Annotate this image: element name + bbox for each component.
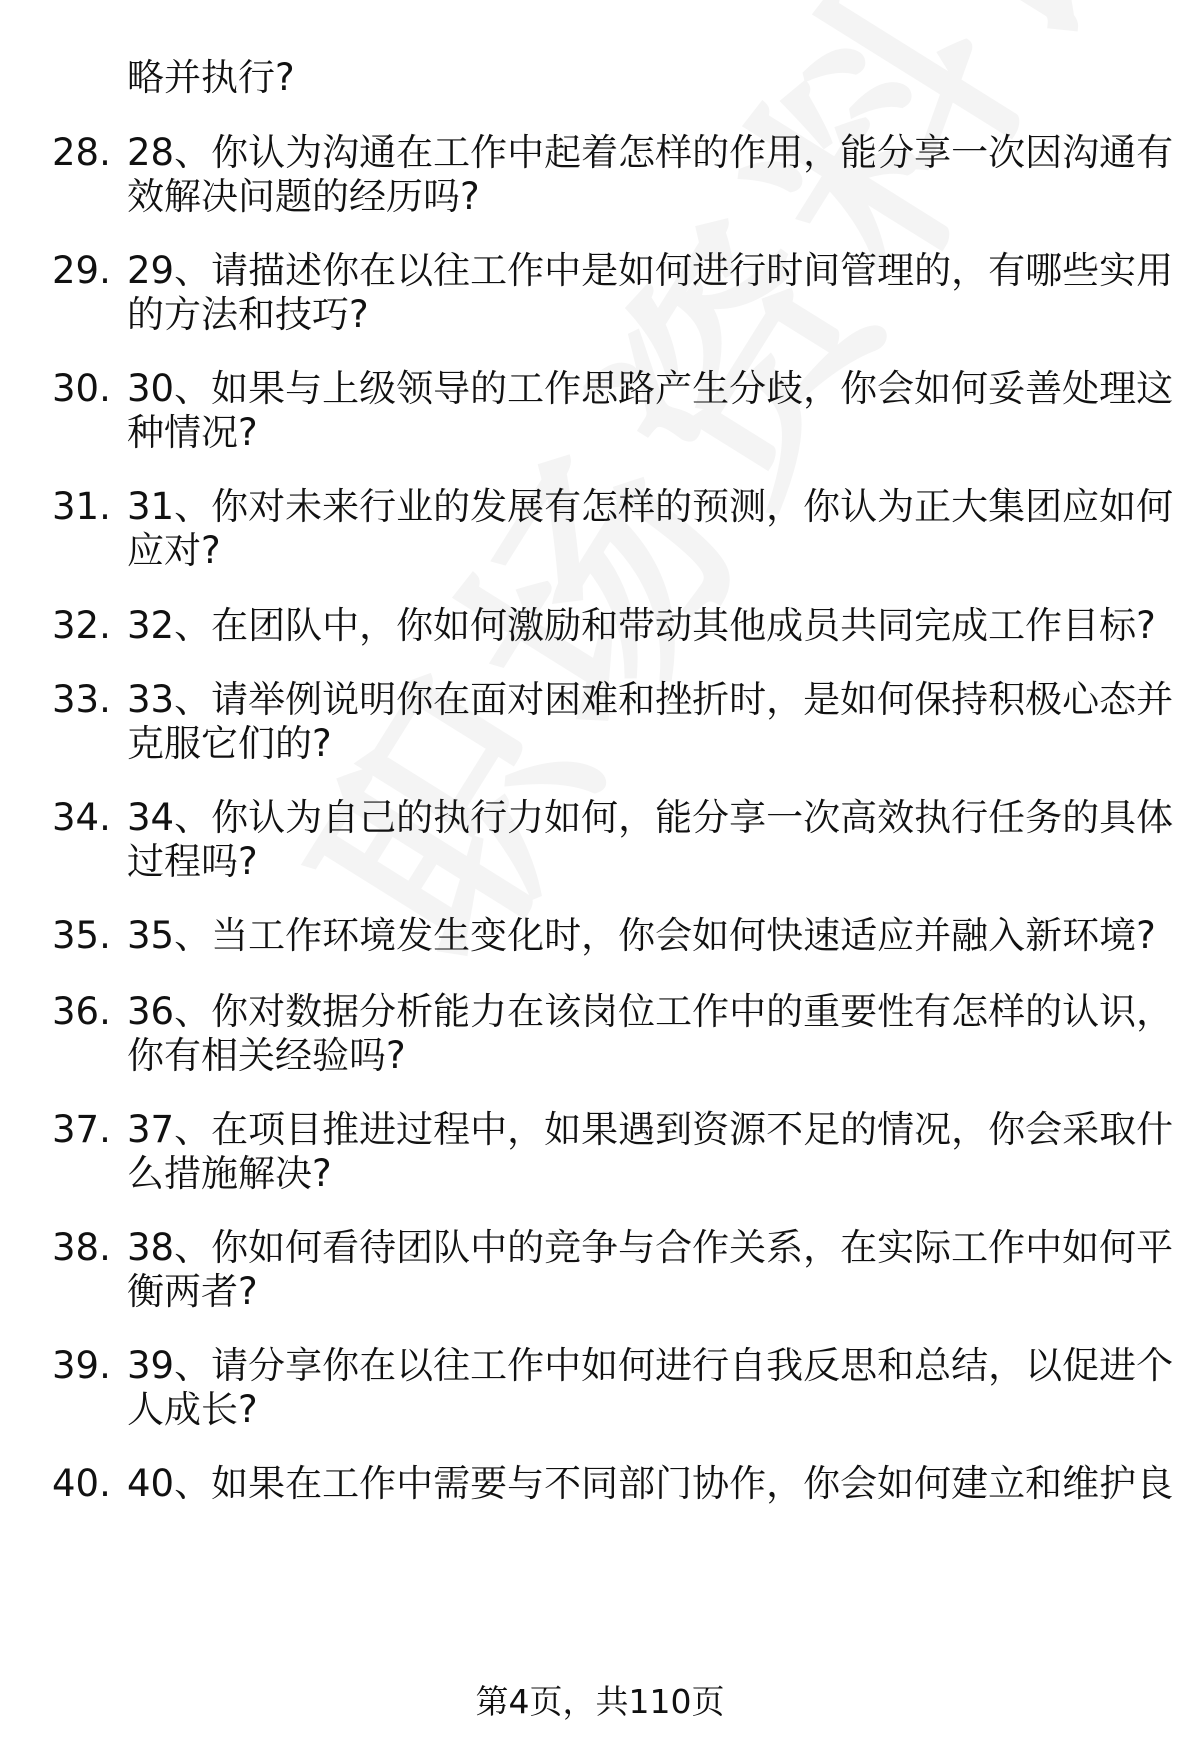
item-text-line: 29、请描述你在以往工作中是如何进行时间管理的，有哪些实用: [127, 249, 1174, 292]
item-number: 32.: [52, 604, 111, 647]
item-text-line: 30、如果与上级领导的工作思路产生分歧，你会如何妥善处理这: [127, 367, 1174, 410]
item-text-line: 31、你对未来行业的发展有怎样的预测，你认为正大集团应如何: [127, 485, 1174, 528]
item-text-line: 略并执行?: [127, 56, 295, 99]
item-text-line: 40、如果在工作中需要与不同部门协作，你会如何建立和维护良: [127, 1462, 1174, 1505]
item-text-line: 36、你对数据分析能力在该岗位工作中的重要性有怎样的认识，: [127, 990, 1174, 1033]
item-number: 29.: [52, 249, 111, 292]
item-text-line: 39、请分享你在以往工作中如何进行自我反思和总结，以促进个: [127, 1344, 1174, 1387]
item-number: 31.: [52, 485, 111, 528]
item-text-line: 你有相关经验吗?: [127, 1034, 406, 1077]
item-number: 40.: [52, 1462, 111, 1505]
item-text-line: 应对?: [127, 529, 221, 572]
page-footer: 第4页，共110页: [475, 1682, 725, 1721]
item-text-line: 克服它们的?: [127, 722, 332, 765]
item-number: 28.: [52, 131, 111, 174]
item-text-line: 37、在项目推进过程中，如果遇到资源不足的情况，你会采取什: [127, 1108, 1174, 1151]
item-number: 34.: [52, 796, 111, 839]
item-number: 35.: [52, 914, 111, 957]
item-number: 30.: [52, 367, 111, 410]
item-number: 37.: [52, 1108, 111, 1151]
item-number: 39.: [52, 1344, 111, 1387]
item-text-line: 过程吗?: [127, 840, 258, 883]
item-text-line: 种情况?: [127, 411, 258, 454]
item-number: 38.: [52, 1226, 111, 1269]
item-text-line: 28、你认为沟通在工作中起着怎样的作用，能分享一次因沟通有: [127, 131, 1174, 174]
item-number: 33.: [52, 678, 111, 721]
item-text-line: 的方法和技巧?: [127, 293, 369, 336]
item-text-line: 32、在团队中，你如何激励和带动其他成员共同完成工作目标?: [127, 604, 1156, 647]
item-text-line: 人成长?: [127, 1388, 258, 1431]
item-text-line: 38、你如何看待团队中的竞争与合作关系，在实际工作中如何平: [127, 1226, 1174, 1269]
item-text-line: 么措施解决?: [127, 1152, 332, 1195]
item-text-line: 35、当工作环境发生变化时，你会如何快速适应并融入新环境?: [127, 914, 1156, 957]
item-text-line: 效解决问题的经历吗?: [127, 175, 480, 218]
item-number: 36.: [52, 990, 111, 1033]
item-text-line: 34、你认为自己的执行力如何，能分享一次高效执行任务的具体: [127, 796, 1174, 839]
item-text-line: 衡两者?: [127, 1270, 258, 1313]
item-text-line: 33、请举例说明你在面对困难和挫折时，是如何保持积极心态并: [127, 678, 1174, 721]
